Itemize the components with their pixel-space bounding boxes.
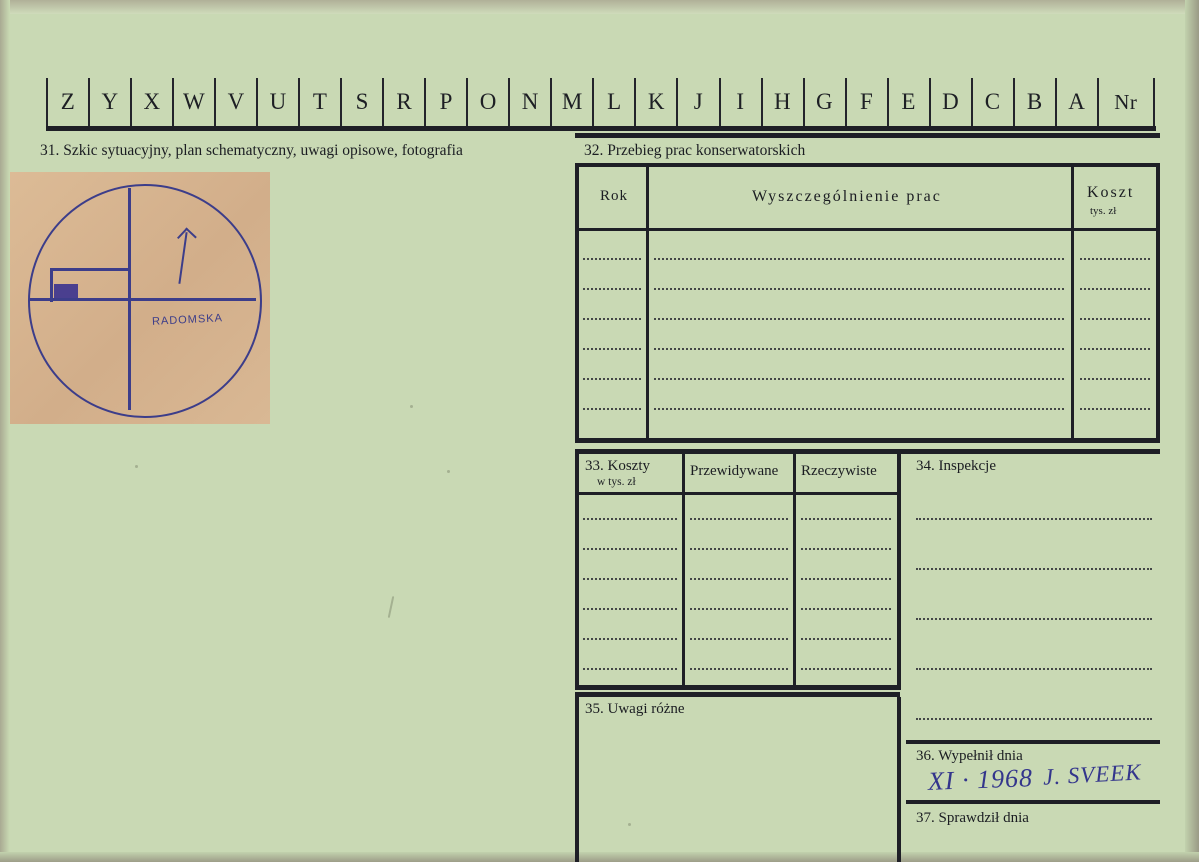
section-36-top-rule <box>906 740 1160 744</box>
section-34-row-line <box>916 668 1152 671</box>
section-33-row-line <box>690 548 788 551</box>
sketch-street-horizontal <box>30 298 256 301</box>
alpha-cell-m[interactable]: M <box>550 78 594 126</box>
section-33-row-line <box>583 548 677 551</box>
section-34-row-line <box>916 718 1152 721</box>
sketch-building-line-top <box>50 268 130 271</box>
section-32-row-line <box>654 318 1064 321</box>
section-33-row-line <box>690 638 788 641</box>
section-36-name-value: J. SVEEK <box>1042 759 1143 790</box>
alpha-cell-v[interactable]: V <box>214 78 258 126</box>
alpha-cell-w[interactable]: W <box>172 78 216 126</box>
alpha-cell-nr[interactable]: Nr <box>1097 78 1155 126</box>
section-32-title: 32. Przebieg prac konserwatorskich <box>584 142 806 159</box>
sketch-circle <box>28 184 262 418</box>
alpha-cell-h[interactable]: H <box>761 78 805 126</box>
section-33-row-line <box>583 668 677 671</box>
alpha-cell-i[interactable]: I <box>719 78 763 126</box>
alpha-cell-a[interactable]: A <box>1055 78 1099 126</box>
section-33-col-przewidywane: Przewidywane <box>690 463 779 479</box>
section-33-row-line <box>690 518 788 521</box>
section-32-row-line <box>583 288 641 291</box>
section-32-row-line <box>1080 288 1150 291</box>
section-33-col-rzeczywiste: Rzeczywiste <box>801 463 877 479</box>
situation-sketch-photo <box>10 172 270 424</box>
alpha-cell-g[interactable]: G <box>803 78 847 126</box>
paper-edge-left <box>0 0 10 862</box>
section-35-title: 35. Uwagi różne <box>585 701 685 717</box>
sketch-building-block <box>54 284 78 298</box>
section-35-top-rule <box>575 692 900 697</box>
section-34-title: 34. Inspekcje <box>916 458 996 474</box>
section-32-row-line <box>1080 258 1150 261</box>
section-37-title: 37. Sprawdził dnia <box>916 810 1029 826</box>
alphabet-strip-rule <box>46 126 1156 131</box>
section-33-header-rule <box>575 492 900 495</box>
section-32-row-line <box>1080 378 1150 381</box>
alphabet-index-strip <box>46 78 1153 126</box>
alpha-cell-t[interactable]: T <box>298 78 342 126</box>
section-32-bottom-rule <box>575 438 1160 443</box>
section-32-row-line <box>654 408 1064 411</box>
section-33-bottom-rule <box>575 685 900 690</box>
alpha-cell-s[interactable]: S <box>340 78 384 126</box>
alpha-cell-c[interactable]: C <box>971 78 1015 126</box>
section-33-subtitle: w tys. zł <box>597 476 636 488</box>
section-32-row-line <box>654 378 1064 381</box>
section-33-row-line <box>801 668 891 671</box>
sketch-street-vertical <box>128 188 131 410</box>
section-33-row-line <box>801 608 891 611</box>
section-32-row-line <box>1080 408 1150 411</box>
section-33-right-border <box>897 454 901 690</box>
paper-edge-bottom <box>0 852 1199 862</box>
section-32-row-line <box>583 408 641 411</box>
sketch-building-line-side <box>50 268 53 302</box>
section-32-row-line <box>654 348 1064 351</box>
alpha-cell-n[interactable]: N <box>508 78 552 126</box>
section-37-top-rule <box>906 800 1160 804</box>
section-34-row-line <box>916 618 1152 621</box>
section-34-top-rule <box>906 449 1160 454</box>
alpha-cell-u[interactable]: U <box>256 78 300 126</box>
paper-speck <box>447 470 450 473</box>
paper-speck <box>410 405 413 408</box>
section-32-col-wyszczegolnienie: Wyszczególnienie prac <box>752 188 942 205</box>
section-36-date-value: XI · 1968 <box>927 763 1034 796</box>
section-33-row-line <box>690 608 788 611</box>
paper-speck <box>628 823 631 826</box>
section-33-row-line <box>583 578 677 581</box>
section-33-row-line <box>583 638 677 641</box>
alpha-cell-b[interactable]: B <box>1013 78 1057 126</box>
section-32-col-rok: Rok <box>600 188 629 204</box>
section-32-col-koszt: Koszt <box>1087 184 1135 201</box>
section-36-title: 36. Wypełnił dnia <box>916 748 1023 764</box>
alpha-cell-z[interactable]: Z <box>46 78 90 126</box>
section-32-col-koszt-border <box>1071 167 1074 438</box>
paper-edge-right <box>1185 0 1199 862</box>
section-32-row-line <box>583 258 641 261</box>
alpha-cell-j[interactable]: J <box>676 78 720 126</box>
alpha-cell-d[interactable]: D <box>929 78 973 126</box>
section-32-row-line <box>583 378 641 381</box>
alpha-cell-r[interactable]: R <box>382 78 426 126</box>
section-33-row-line <box>801 548 891 551</box>
section-32-row-line <box>654 288 1064 291</box>
section-32-row-line <box>583 318 641 321</box>
section-31-title: 31. Szkic sytuacyjny, plan schematyczny, uwagi opisowe, fotografia <box>40 142 463 159</box>
section-33-col1-border <box>682 454 685 690</box>
section-35-left-border <box>575 697 579 862</box>
paper-speck <box>135 465 138 468</box>
section-32-row-line <box>654 258 1064 261</box>
section-32-top-rule <box>575 133 1160 138</box>
section-35-right-border <box>897 697 901 862</box>
alpha-cell-x[interactable]: X <box>130 78 174 126</box>
alpha-cell-k[interactable]: K <box>634 78 678 126</box>
section-32-row-line <box>1080 318 1150 321</box>
section-33-row-line <box>690 578 788 581</box>
section-32-row-line <box>583 348 641 351</box>
alpha-cell-y[interactable]: Y <box>88 78 132 126</box>
section-32-col-rok-border <box>646 167 649 438</box>
section-33-row-line <box>583 608 677 611</box>
alpha-cell-p[interactable]: P <box>424 78 468 126</box>
alpha-cell-e[interactable]: E <box>887 78 931 126</box>
paper-scratch <box>388 596 395 618</box>
section-33-title: 33. Koszty <box>585 458 650 474</box>
section-33-left-border <box>575 454 579 690</box>
alpha-cell-l[interactable]: L <box>592 78 636 126</box>
section-32-col-koszt-unit: tys. zł <box>1090 205 1117 217</box>
section-33-row-line <box>801 578 891 581</box>
section-34-row-line <box>916 518 1152 521</box>
alpha-cell-f[interactable]: F <box>845 78 889 126</box>
sketch-street-label: RADOMSKA <box>151 312 224 328</box>
section-34-row-line <box>916 568 1152 571</box>
section-33-row-line <box>690 668 788 671</box>
paper-edge-top <box>0 0 1199 14</box>
section-33-col2-border <box>793 454 796 690</box>
section-33-row-line <box>801 518 891 521</box>
section-32-left-border <box>575 163 579 443</box>
section-32-right-border <box>1156 163 1160 443</box>
section-33-row-line <box>801 638 891 641</box>
section-32-row-line <box>1080 348 1150 351</box>
section-33-row-line <box>583 518 677 521</box>
alpha-cell-o[interactable]: O <box>466 78 510 126</box>
